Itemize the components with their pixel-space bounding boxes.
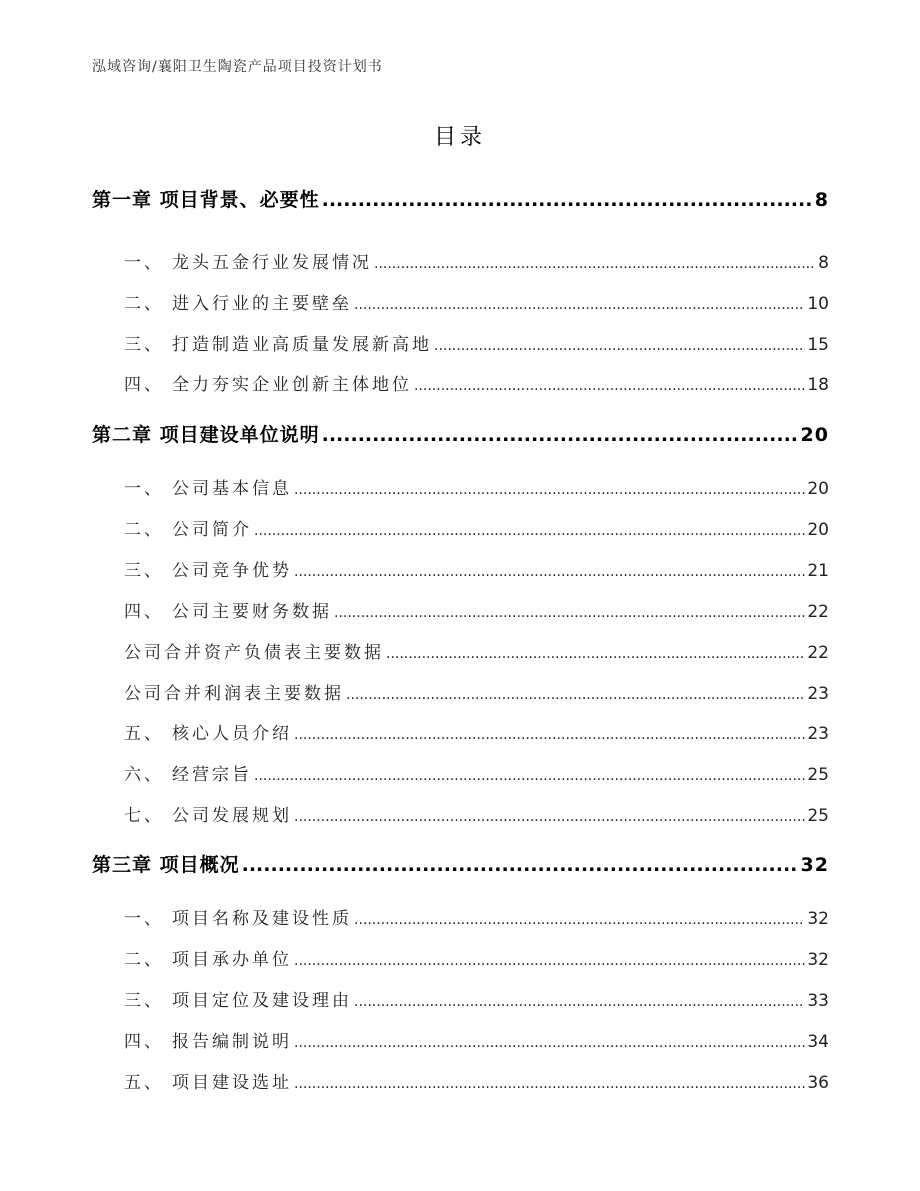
toc-entry[interactable]: 二、 项目承办单位 ..... 32 [92, 945, 829, 970]
leader-dots [346, 687, 805, 703]
toc-chapter-1[interactable]: 第一章 项目背景、必要性 ..... 8 [92, 185, 829, 212]
toc-entry[interactable]: 二、 进入行业的主要壁垒 ..... 10 [92, 289, 829, 314]
leader-dots [242, 854, 799, 876]
leader-dots [414, 378, 805, 394]
toc-entry[interactable]: 三、 项目定位及建设理由 ..... 33 [92, 986, 829, 1011]
leader-dots [254, 523, 805, 539]
leader-dots [354, 994, 805, 1010]
toc-entry[interactable]: 三、 打造制造业高质量发展新高地 ..... 15 [92, 330, 829, 355]
toc-entry[interactable]: 六、 经营宗旨 ..... 25 [92, 760, 829, 785]
leader-dots [334, 605, 805, 621]
leader-dots [294, 1076, 805, 1092]
leader-dots [322, 424, 799, 446]
leader-dots [386, 646, 805, 662]
toc-entry[interactable]: 五、 项目建设选址 ..... 36 [92, 1068, 829, 1093]
toc-entry[interactable]: 一、 项目名称及建设性质 ..... 32 [92, 904, 829, 929]
leader-dots [294, 727, 805, 743]
toc-entry[interactable]: 公司合并资产负债表主要数据 ..... 22 [92, 638, 829, 663]
leader-dots [294, 809, 805, 825]
toc-entry[interactable]: 公司合并利润表主要数据 ..... 23 [92, 679, 829, 704]
toc-entry[interactable]: 一、 公司基本信息 ..... 20 [92, 474, 829, 499]
toc-chapter-2[interactable]: 第二章 项目建设单位说明 ..... 20 [92, 420, 829, 447]
leader-dots [322, 189, 813, 211]
leader-dots [294, 564, 805, 580]
toc-entry[interactable]: 三、 公司竞争优势 ..... 21 [92, 556, 829, 581]
toc-entry[interactable]: 五、 核心人员介绍 ..... 23 [92, 719, 829, 744]
toc-entry[interactable]: 四、 公司主要财务数据 ..... 22 [92, 597, 829, 622]
leader-dots [374, 256, 816, 272]
leader-dots [254, 768, 805, 784]
leader-dots [294, 482, 805, 498]
toc-chapter-3[interactable]: 第三章 项目概况 ..... 32 [92, 850, 829, 877]
leader-dots [354, 297, 805, 313]
toc-entry[interactable]: 一、 龙头五金行业发展情况 ..... 8 [92, 248, 829, 273]
toc-entry[interactable]: 二、 公司简介 ..... 20 [92, 515, 829, 540]
leader-dots [434, 338, 805, 354]
leader-dots [294, 1035, 805, 1051]
toc-entry[interactable]: 四、 全力夯实企业创新主体地位 ..... 18 [92, 370, 829, 395]
toc-title: 目录 [433, 125, 486, 150]
running-header: 泓域咨询/襄阳卫生陶瓷产品项目投资计划书 [92, 59, 383, 75]
toc-entry[interactable]: 四、 报告编制说明 ..... 34 [92, 1027, 829, 1052]
leader-dots [354, 912, 805, 928]
leader-dots [294, 953, 805, 969]
toc-entry[interactable]: 七、 公司发展规划 ..... 25 [92, 801, 829, 826]
